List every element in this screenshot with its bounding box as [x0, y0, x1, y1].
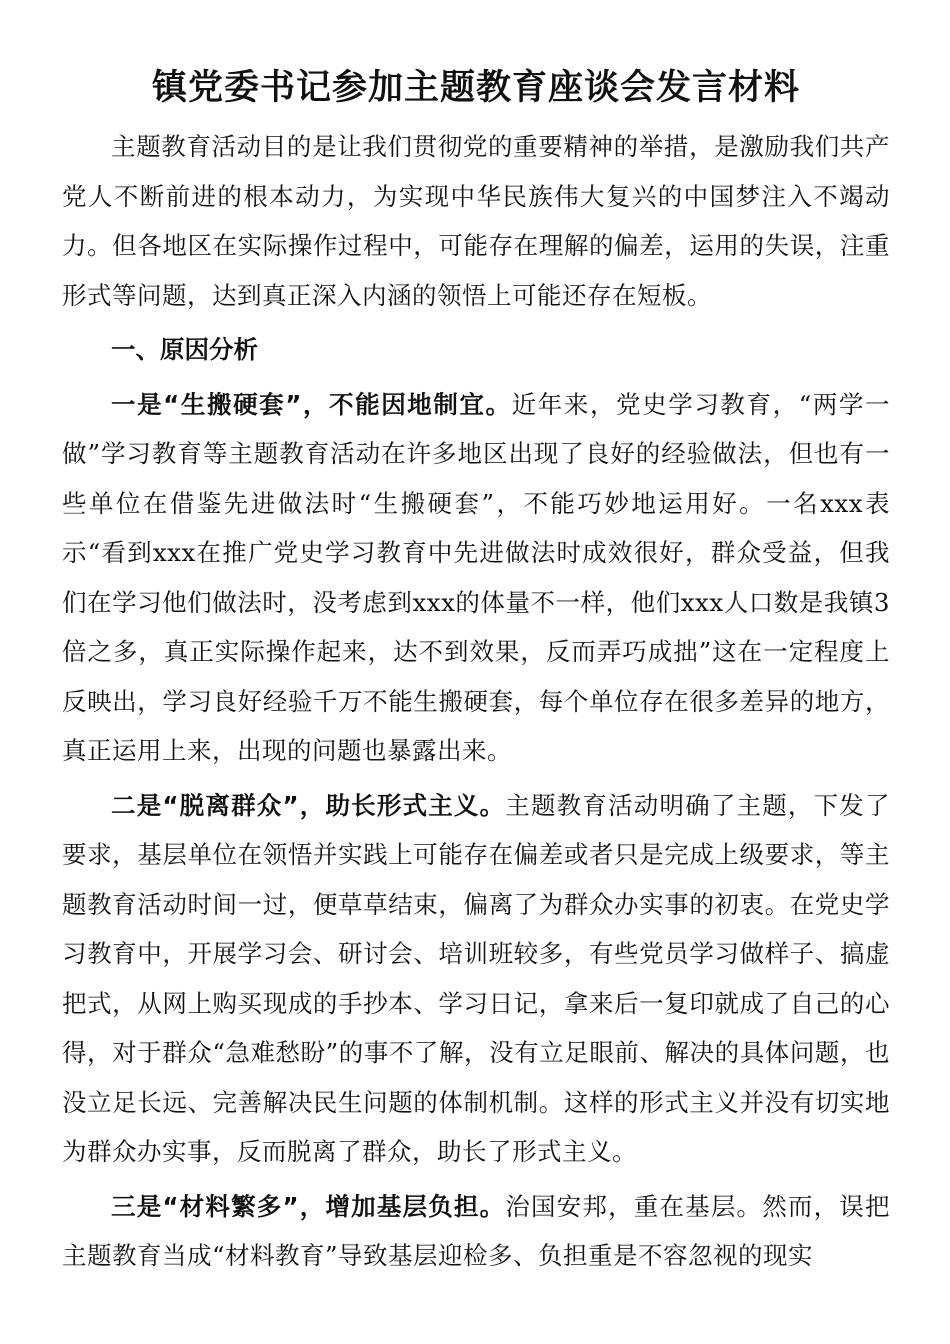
point-2-body: 主题教育活动明确了主题，下发了要求，基层单位在领悟并实践上可能存在偏差或者只是完成上级要求，等主题教育活动时间一过，便草草结束，偏离了为群众办实事的初衷。在党史学习教育中，开展学习会、研讨会、培训班较多，有些党员学习做样子、搞虚把式，从网上购买现成的手抄本、学习日记，拿来后一复印就成了自己的心得，对于群众“急难愁盼”的事不了解，没有立足眼前、解决的具体问题，也没立足长远、完善解决民生问题的体制机制。这样的形式主义并没有切实地为群众办实事，反而脱离了群众，助长了形式主义。: [62, 790, 891, 1166]
point-3-body: 治国安邦，重在基层。然而，误把主题教育当成“材料教育”导致基层迎检多、负担重是不容忽视的现实: [62, 1191, 891, 1270]
point-1-lead: 一是“生搬硬套”，不能因地制宜。: [111, 389, 512, 419]
section-heading-cause-analysis: 一、原因分析: [111, 335, 258, 364]
point-2-paragraph: [62, 781, 890, 1177]
point-1-body: 近年来，党史学习教育，“两学一做”学习教育等主题教育活动在许多地区出现了良好的经验做法，但也有一些单位在借鉴先进做法时“生搬硬套”，不能巧妙地运用好。一名xxx表示“看到xxx在推广党史学习教育中先进做法时成效很好，群众受益，但我们在学习他们做法时，没考虑到xxx的体量不一样，他们xxx人口数是我镇3倍之多，真正实际操作起来，达不到效果，反而弄巧成拙”这在一定程度上反映出，学习良好经验千万不能生搬硬套，每个单位存在很多差异的地方，真正运用上来，出现的问题也暴露出来。: [62, 389, 891, 765]
document-title: 镇党委书记参加主题教育座谈会发言材料: [151, 68, 800, 108]
point-3-lead: 三是“材料繁多”，增加基层负担。: [111, 1191, 506, 1221]
intro-paragraph: 主题教育活动目的是让我们贯彻党的重要精神的举措，是激励我们共产党人不断前进的根本动力，为实现中华民族伟大复兴的中国梦注入不竭动力。但各地区在实际操作过程中，可能存在理解的偏差，运用的失误，注重形式等问题，达到真正深入内涵的领悟上可能还存在短板。: [62, 132, 890, 310]
point-1-paragraph: [62, 380, 890, 776]
point-2-lead: 二是“脱离群众”，助长形式主义。: [111, 790, 506, 820]
point-3-paragraph: [62, 1182, 890, 1281]
